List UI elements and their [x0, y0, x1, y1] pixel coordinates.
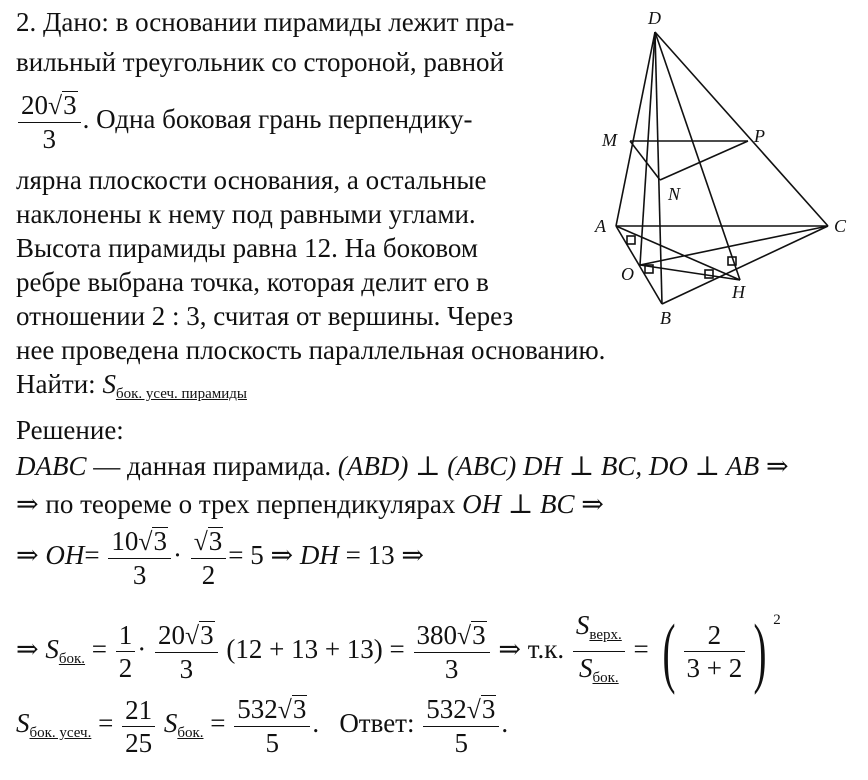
- fraction-10-sqrt3-over-3: $\frac{10√3}{3}$: [108, 526, 171, 590]
- label-B: B: [660, 308, 671, 328]
- solution-line-2: ⇒ по теореме о трех перпендикулярах OH ⊥ BC ⇒: [16, 489, 604, 519]
- problem-line-9: нее проведена плоскость параллельная основанию.: [16, 335, 606, 365]
- side-fraction: $\frac{20√3}{3}$: [18, 90, 81, 154]
- solution-heading: Решение:: [16, 415, 124, 445]
- label-N: N: [668, 184, 681, 204]
- fraction-2-over-3-plus-2: $\frac{2}{3 + 2}$: [684, 620, 746, 683]
- problem-line-8: отношении 2 : 3, считая от вершины. Через: [16, 301, 514, 331]
- fraction-380-sqrt3-over-3: $\frac{380√3}{3}$: [414, 620, 490, 684]
- problem-line-4: лярна плоскости основания, а остальные: [16, 165, 487, 195]
- solution-line-3: ⇒ OH= $\frac{10√3}{3}$ · $\frac{√3}{2}$ = 5 ⇒ DH = 13 ⇒: [16, 526, 424, 590]
- solution-line-5: $S_{бок. усеч.}$ = $\frac{21}{25}$ $S_{бок.}$ = $\frac{532√3}{5}$ . Ответ: $\frac{532√3}{5}$ .: [16, 694, 509, 758]
- label-M: M: [602, 130, 617, 150]
- answer-fraction: $\frac{532√3}{5}$: [423, 694, 499, 758]
- fraction-sqrt3-over-2: $\frac{√3}{2}$: [191, 526, 227, 590]
- fraction-20-sqrt3-over-3: $\frac{20√3}{3}$: [155, 620, 218, 684]
- problem-line-6: Высота пирамиды равна 12. На боковом: [16, 233, 478, 263]
- fraction-1-over-2: $\frac{1}{2}$: [116, 620, 136, 683]
- label-O: O: [621, 264, 634, 284]
- answer-label: Ответ:: [325, 708, 415, 739]
- problem-line-5: наклонены к нему под равными углами.: [16, 199, 476, 229]
- label-A: A: [595, 216, 606, 236]
- problem-line-1: 2. Дано: в основании пирамиды лежит пра-: [16, 7, 515, 37]
- solution-line-4: ⇒ $S_{бок.}$ = $\frac{1}{2}$ · $\frac{20√3}{3}$ (12 + 13 + 13) = $\frac{380√3}{3}$ ⇒ т.к. $\frac{S_{верх.}}{S_{бок.}}$ = ( $\frac{2}{3 + 2}$ ) $^2$: [16, 607, 781, 695]
- ratio-s-top-over-s-side: $\frac{S_{верх.}}{S_{бок.}}$: [573, 610, 625, 693]
- fraction-21-over-25: $\frac{21}{25}$: [122, 695, 155, 758]
- solution-line-1: DABC — данная пирамида. (ABD) ⊥ (ABC) DH ⊥ BC, DO ⊥ AB ⇒: [16, 451, 789, 481]
- problem-line-3: $\frac{20√3}{3}$ . Одна боковая грань перпендику-: [16, 90, 472, 154]
- label-D: D: [648, 8, 661, 28]
- label-P: P: [754, 126, 765, 146]
- find-line: Найти: $S_{бок. усеч. пирамиды}$: [16, 369, 247, 402]
- label-H: H: [732, 282, 745, 302]
- label-C: C: [834, 216, 847, 236]
- problem-line-7: ребре выбрана точка, которая делит его в: [16, 267, 489, 297]
- problem-line-2: вильный треугольник со стороной, равной: [16, 47, 505, 77]
- fraction-532-sqrt3-over-5: $\frac{532√3}{5}$: [234, 694, 310, 758]
